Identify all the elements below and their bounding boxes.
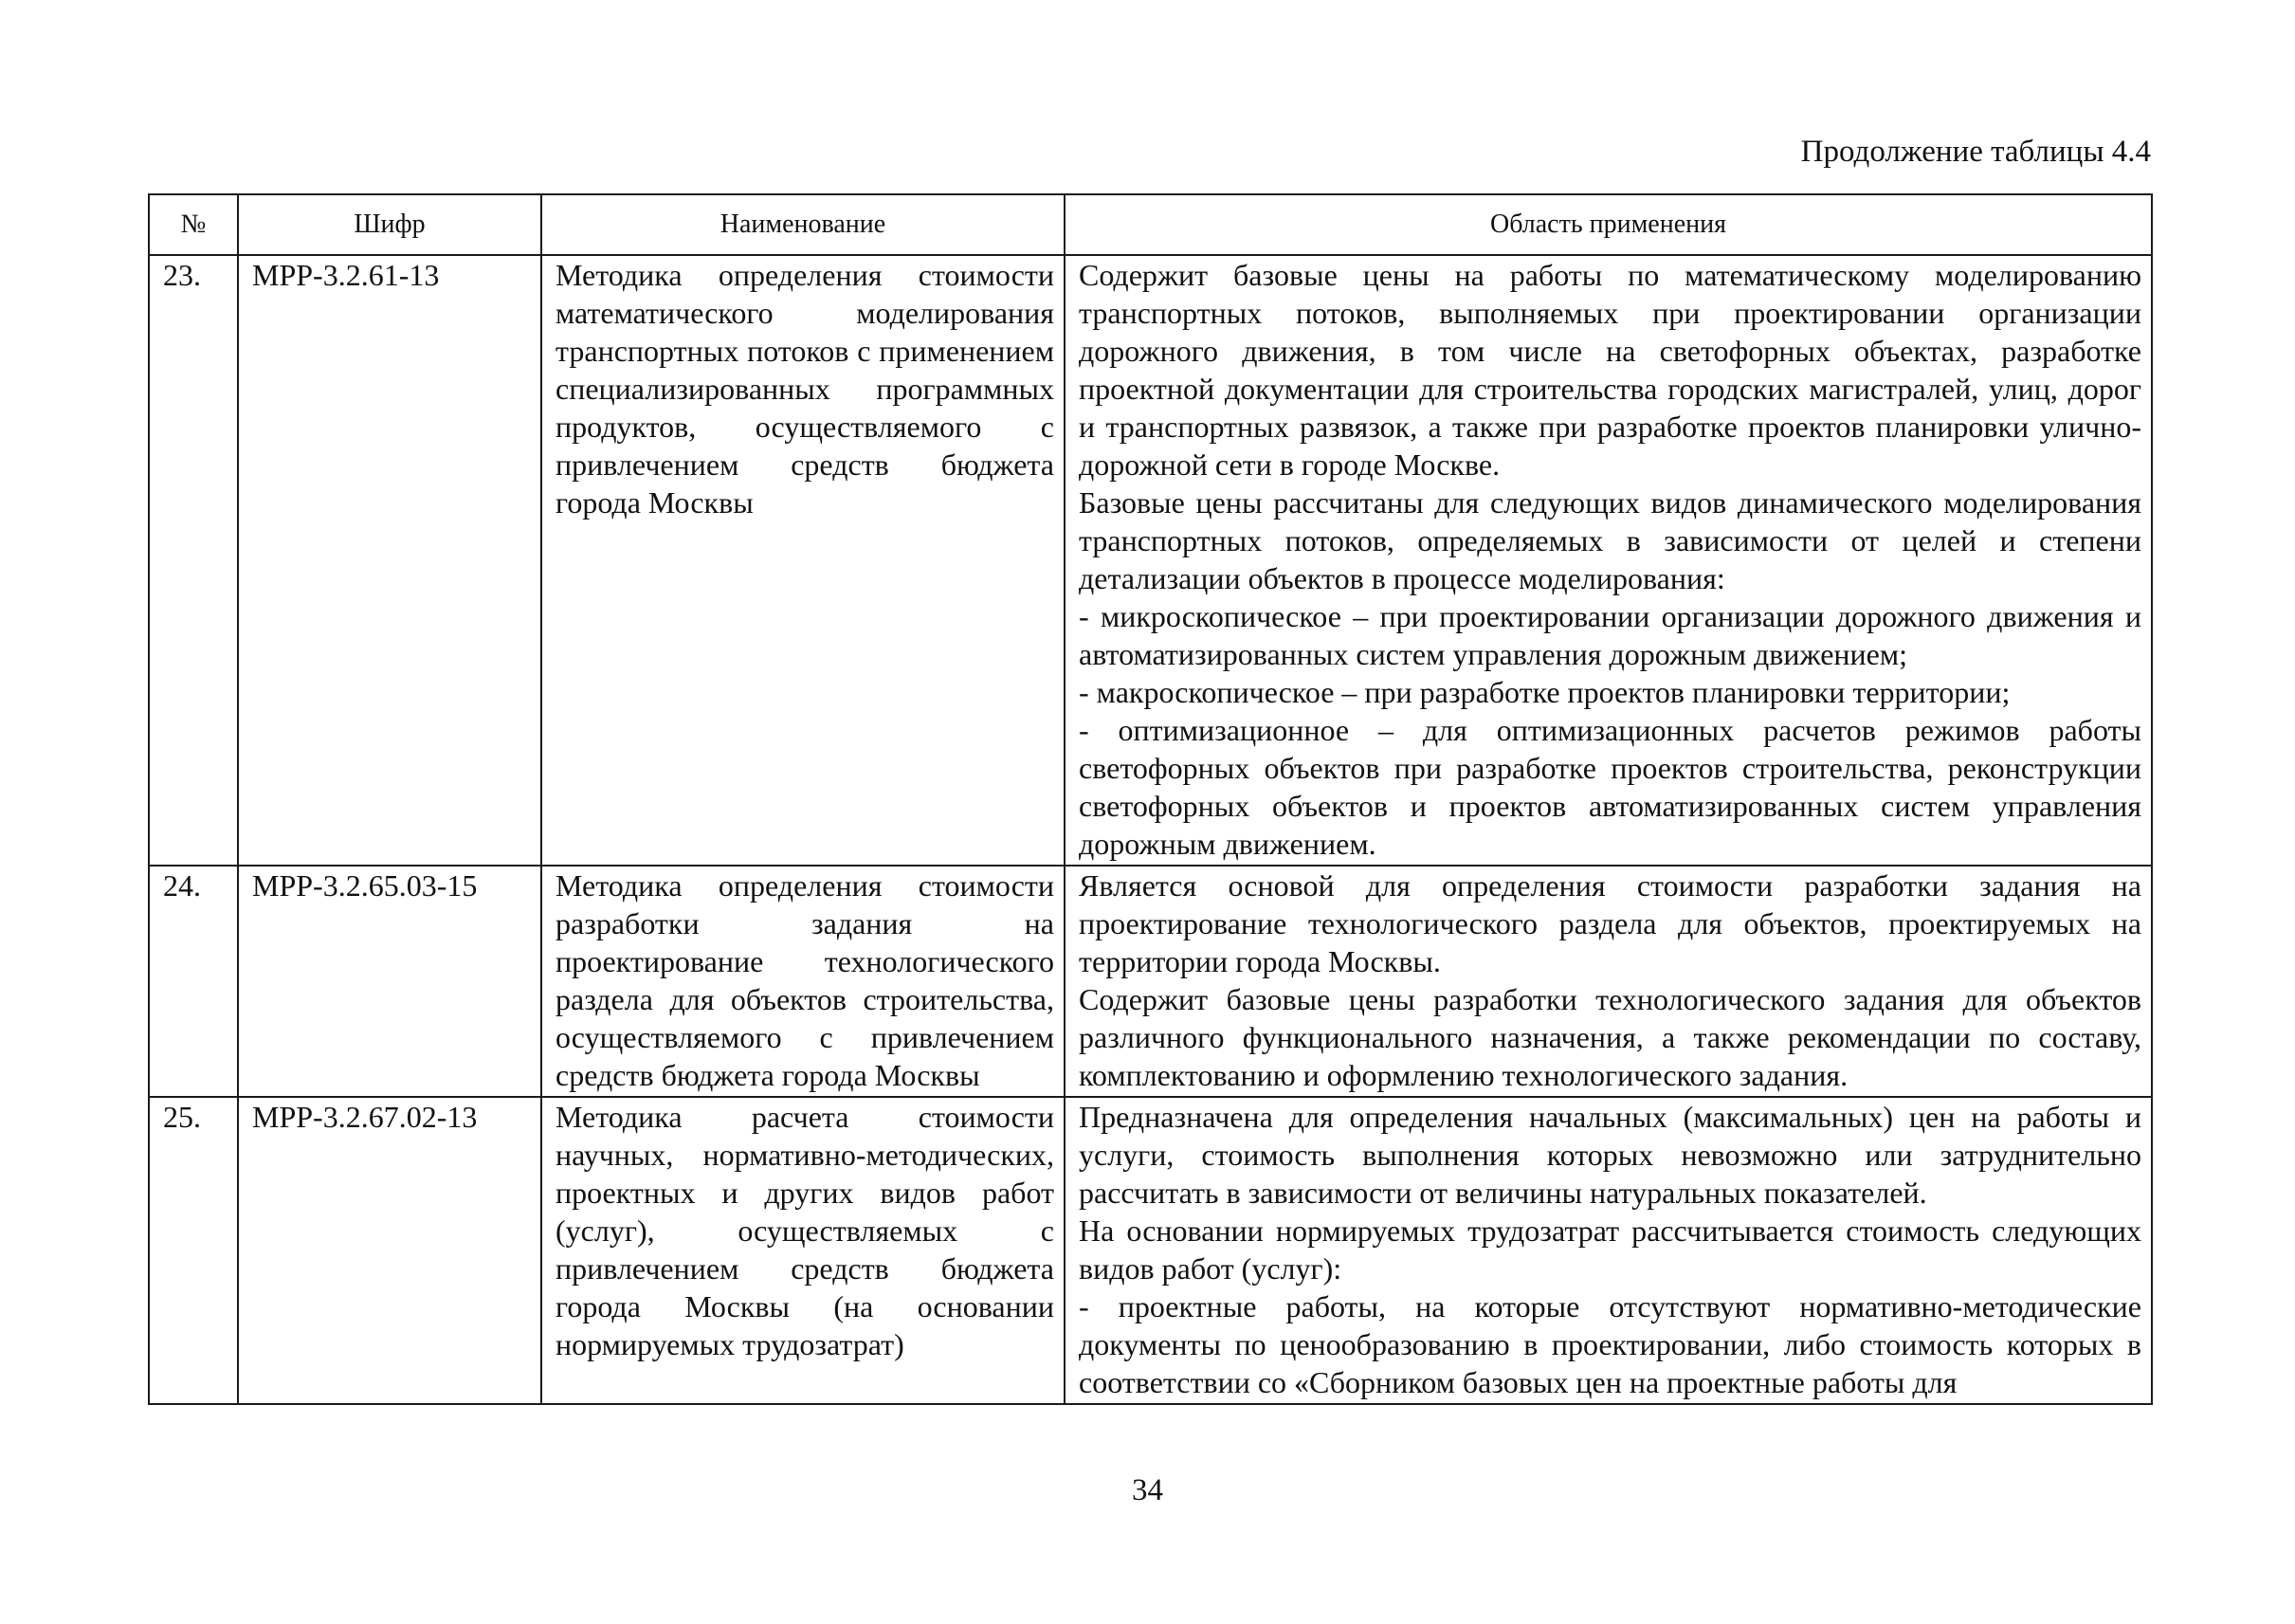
area-list-item: - оптимизационное – для оптимизационных расчетов режимов работы светофорных объектов при разработке проектов строительства, реконструкции светофорных объектов и проектов автоматизированных систем управления дорожным движением. bbox=[1079, 713, 2141, 861]
table-caption: Продолжение таблицы 4.4 bbox=[1800, 135, 2151, 169]
table-row bbox=[149, 866, 2152, 1097]
area-list-item: - микроскопическое – при проектировании организации дорожного движения и автоматизированных систем управления дорожным движением; bbox=[1079, 599, 2141, 671]
area-paragraph: На основании нормируемых трудозатрат рассчитывается стоимость следующих видов работ (услуг): bbox=[1079, 1213, 2141, 1286]
row-name: Методика расчета стоимости научных, нормативно-методических, проектных и других видов работ (услуг), осуществляемых с привлечением средств бюджета города Москвы (на основании нормируемых трудозатрат) bbox=[541, 1097, 1065, 1404]
row-name: Методика определения стоимости математического моделирования транспортных потоков с применением специализированных программных продуктов, осуществляемого с привлечением средств бюджета города Москвы bbox=[541, 255, 1065, 866]
row-num: 23. bbox=[149, 255, 238, 866]
row-code: МРР-3.2.61-13 bbox=[238, 255, 541, 866]
header-name: Наименование bbox=[541, 194, 1065, 255]
area-paragraph: Базовые цены рассчитаны для следующих видов динамического моделирования транспортных потоков, определяемых в зависимости от целей и степени детализации объектов в процессе моделирования: bbox=[1079, 485, 2141, 595]
area-paragraph: Предназначена для определения начальных (максимальных) цен на работы и услуги, стоимость выполнения которых невозможно или затруднительно рассчитать в зависимости от величины натуральных показателей. bbox=[1079, 1100, 2141, 1210]
area-paragraph: Является основой для определения стоимости разработки задания на проектирование технологического раздела для объектов, проектируемых на территории города Москвы. bbox=[1079, 868, 2141, 978]
row-area bbox=[1065, 866, 2152, 1097]
table-row bbox=[149, 255, 2152, 866]
row-code: МРР-3.2.65.03-15 bbox=[238, 866, 541, 1097]
row-num: 25. bbox=[149, 1097, 238, 1404]
header-num: № bbox=[149, 194, 238, 255]
row-area bbox=[1065, 255, 2152, 866]
header-code: Шифр bbox=[238, 194, 541, 255]
area-paragraph: Содержит базовые цены на работы по математическому моделированию транспортных потоков, выполняемых при проектировании организации дорожного движения, в том числе на светофорных объектах, разработке проектной документации для строительства городских магистралей, улиц, дорог и транспортных развязок, а также при разработке проектов планировки улично-дорожной сети в городе Москве. bbox=[1079, 258, 2141, 482]
row-area bbox=[1065, 1097, 2152, 1404]
row-name: Методика определения стоимости разработки задания на проектирование технологического раздела для объектов строительства, осуществляемого с привлечением средств бюджета города Москвы bbox=[541, 866, 1065, 1097]
row-code: МРР-3.2.67.02-13 bbox=[238, 1097, 541, 1404]
area-list-item: - макроскопическое – при разработке проектов планировки территории; bbox=[1079, 675, 2011, 709]
header-area: Область применения bbox=[1065, 194, 2152, 255]
page-number: 34 bbox=[1132, 1473, 1163, 1507]
area-paragraph: Содержит базовые цены разработки технологического задания для объектов различного функционального назначения, а также рекомендации по составу, комплектованию и оформлению технологического задания. bbox=[1079, 982, 2141, 1092]
area-list-item: - проектные работы, на которые отсутствуют нормативно-методические документы по ценообразованию в проектировании, либо стоимость которых в соответствии со «Сборником базовых цен на проектные работы для bbox=[1079, 1289, 2141, 1399]
table-header-row bbox=[149, 194, 2152, 255]
table-row bbox=[149, 1097, 2152, 1404]
row-num: 24. bbox=[149, 866, 238, 1097]
methods-table bbox=[148, 193, 2153, 1405]
